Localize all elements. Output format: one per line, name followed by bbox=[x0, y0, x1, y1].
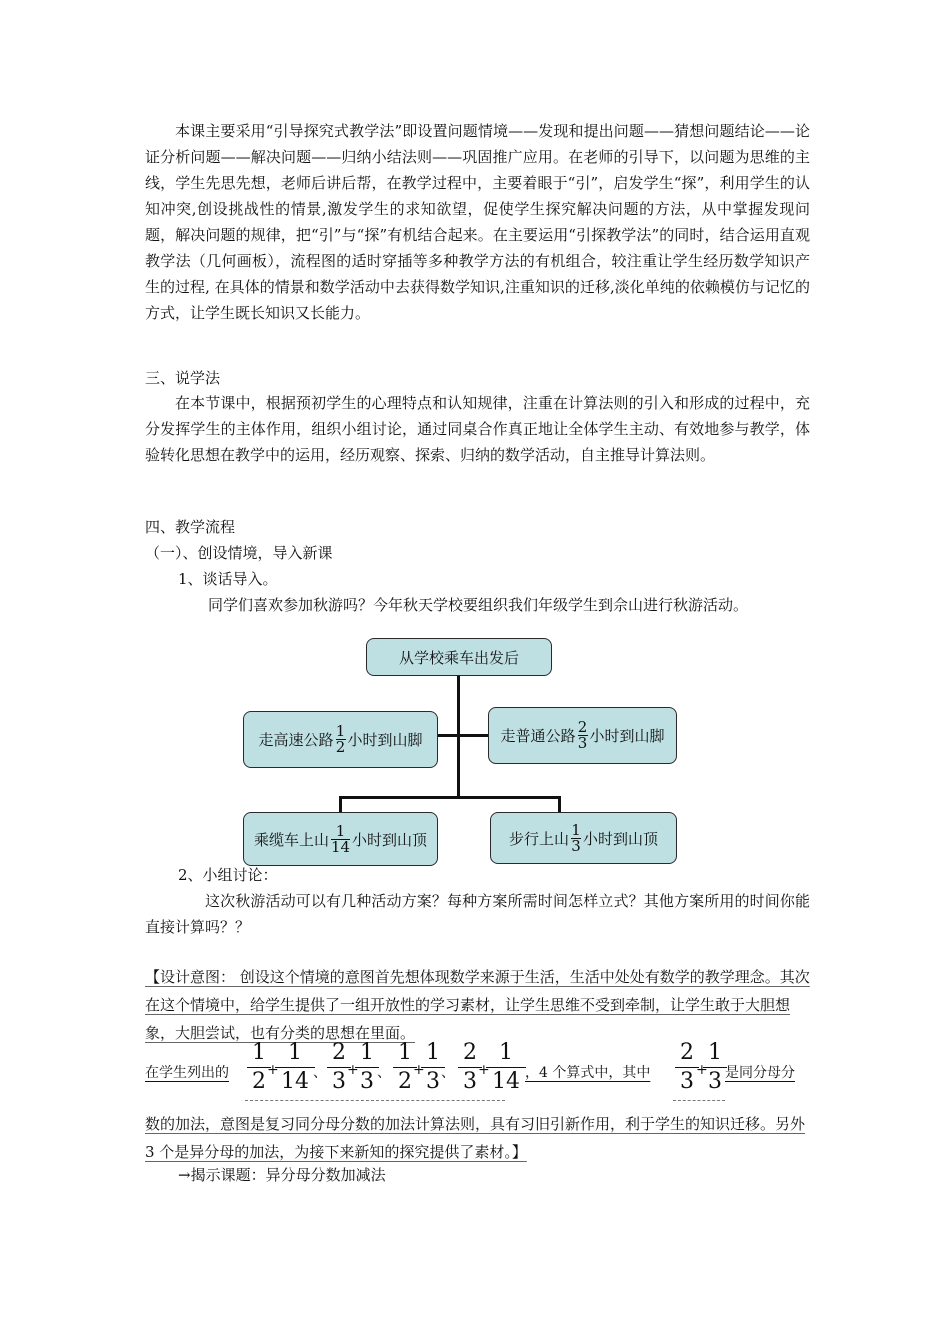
section-heading-study-method: 三、说学法 bbox=[145, 369, 221, 387]
highlight-plus: + bbox=[696, 1062, 708, 1078]
expr4-frac-b: 1 14 bbox=[486, 1040, 526, 1095]
expr1-plus: + bbox=[267, 1062, 279, 1078]
highway-before: 走高速公路 bbox=[258, 731, 334, 749]
lead-text: 在学生列出的 bbox=[145, 1065, 229, 1081]
highway-after: 小时到山脚 bbox=[347, 731, 423, 749]
paragraph-method: 本课主要采用“引导探究式教学法”即设置问题情境——发现和提出问题——猜想问题结论——论证分析问题——解决问题——归纳小结法则——巩固推广应用。在老师的引导下，以问题为思维的主线，学生先思先想，老师后讲后帮，在教学过程中，主要着眼于“引”，启发学生“探”，利用学生的认知冲突,创设挑战性的情景,激发学生的求知欲望，促使学生探究解决问题的方法，从中掌握发现问题，解决问题的规律，把“引”与“探”有机结合起来。在主要运用“引探教学法”的同时，结合运用直观教学法（几何画板），流程图的适时穿插等多种教学方法的有机组合，较注重让学生经历数学知识产生的过程, 在具体的情景和数学活动中去获得数学知识,注重知识的迁移,淡化单纯的依赖模仿与记忆的方式，让学生既长知识又长能力。 bbox=[145, 122, 810, 322]
expr1-frac-b: 1 14 bbox=[275, 1040, 315, 1095]
underline-dash bbox=[245, 1100, 505, 1101]
section-heading-teaching-flow: 四、教学流程 bbox=[145, 518, 236, 536]
item-heading-discussion: 2、小组讨论： bbox=[178, 866, 278, 884]
box-walk bbox=[490, 812, 677, 864]
expr-sep-2: 、 bbox=[377, 1065, 391, 1081]
topic-line: →揭示课题：异分母分数加减法 bbox=[178, 1166, 386, 1184]
box-normal-road bbox=[488, 707, 677, 764]
expr-sep-1: 、 bbox=[313, 1065, 327, 1081]
box-root bbox=[366, 638, 552, 676]
paragraph-study-method: 在本节课中，根据预初学生的心理特点和认知规律，注重在计算法则的引入和形成的过程中，充分发挥学生的主体作用，组织小组讨论，通过同桌合作真正地让全体学生主动、有效地参与教学，体验转化思想在教学中的运用，经历观察、探索、归纳的数学活动，自主推导计算法则。 bbox=[145, 394, 810, 464]
walk-before: 步行上山 bbox=[508, 829, 569, 848]
tail-text: 是同分母分 bbox=[725, 1065, 795, 1081]
highlight-frac-b: 1 3 bbox=[703, 1040, 727, 1095]
normal-after: 小时到山脚 bbox=[589, 727, 665, 745]
walk-after: 小时到山顶 bbox=[583, 829, 659, 848]
fraction-expressions-line bbox=[145, 1040, 810, 1104]
expr3-plus: + bbox=[413, 1062, 425, 1078]
connector-bottom bbox=[339, 796, 561, 799]
design-note-part2: 数的加法，意图是复习同分母分数的加法计算法则，具有习旧引新作用，利于学生的知识迁移。另外 3 个是异分母的加法，为接下来新知的探究提供了素材。】 bbox=[145, 1115, 806, 1161]
expr-sep-3: 、 bbox=[441, 1065, 455, 1081]
cable-fraction: $\frac{1}{14}$ bbox=[330, 821, 351, 856]
root-label: 从学校乘车出发后 bbox=[398, 648, 519, 667]
item-text-discussion: 这次秋游活动可以有几种活动方案？每种方案所需时间怎样立式？其他方案所用的时间你能直接计算吗？？ bbox=[145, 892, 810, 936]
expr3-frac-b: 1 3 bbox=[421, 1040, 445, 1095]
underline-dash-2 bbox=[673, 1100, 725, 1101]
highway-fraction: $\frac{1}{2}$ bbox=[335, 722, 346, 756]
item-text-talk: 同学们喜欢参加秋游吗？今年秋天学校要组织我们年级学生到佘山进行秋游活动。 bbox=[208, 596, 749, 614]
expr4-frac-a: 2 3 bbox=[458, 1040, 482, 1095]
normal-before: 走普通公路 bbox=[500, 727, 576, 745]
normal-fraction: $\frac{2}{3}$ bbox=[577, 718, 588, 752]
expr2-plus: + bbox=[347, 1062, 359, 1078]
connector-middle bbox=[436, 734, 488, 737]
subsection-heading: （一）、创设情境，导入新课 bbox=[145, 544, 333, 562]
cable-before: 乘缆车上山 bbox=[253, 830, 329, 849]
walk-fraction: $\frac{1}{3}$ bbox=[571, 820, 581, 855]
count-text: ，4 个算式中，其中 bbox=[525, 1065, 651, 1081]
item-heading-talk: 1、谈话导入。 bbox=[178, 570, 278, 588]
expr3-frac-a: 1 2 bbox=[393, 1040, 417, 1095]
expr1-frac-a: 1 2 bbox=[247, 1040, 271, 1095]
expr4-plus: + bbox=[478, 1062, 490, 1078]
expr2-frac-b: 1 3 bbox=[355, 1040, 379, 1095]
box-cable-car bbox=[243, 812, 438, 866]
box-highway bbox=[243, 711, 438, 768]
design-note-part1: 【设计意图： 创设这个情境的意图首先想体现数学来源于生活，生活中处处有数学的教学理念。其次在这个情境中，给学生提供了一组开放性的学习素材，让学生思维不受到牵制，让学生敢于大胆想象，大胆尝试，也有分类的思想在里面。 bbox=[145, 968, 810, 1042]
expr2-frac-a: 2 3 bbox=[327, 1040, 351, 1095]
cable-after: 小时到山顶 bbox=[352, 830, 428, 849]
highlight-frac-a: 2 3 bbox=[675, 1040, 699, 1095]
